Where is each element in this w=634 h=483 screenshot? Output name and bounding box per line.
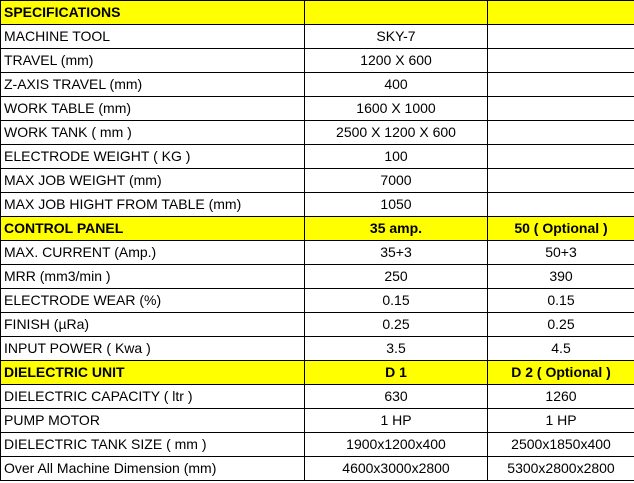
- table-row: [1, 145, 634, 169]
- spec-value-optional-cell: [488, 193, 634, 217]
- section-header-row: [1, 361, 634, 385]
- spec-label-cell: MAX JOB WEIGHT (mm): [1, 169, 305, 193]
- spec-value-optional-cell: 4.5: [488, 337, 634, 361]
- spec-label-cell: WORK TABLE (mm): [1, 97, 305, 121]
- section-title: SPECIFICATIONS: [1, 1, 305, 25]
- spec-value-optional-cell: [488, 145, 634, 169]
- section-column-heading-2: D 2 ( Optional ): [488, 361, 634, 385]
- spec-value-optional-cell: [488, 49, 634, 73]
- spec-value-cell: 1600 X 1000: [305, 97, 488, 121]
- spec-label-cell: PUMP MOTOR: [1, 409, 305, 433]
- spec-value-cell: 1 HP: [305, 409, 488, 433]
- spec-value-cell: SKY-7: [305, 25, 488, 49]
- spec-value-cell: 4600x3000x2800: [305, 457, 488, 481]
- section-column-heading-2: 50 ( Optional ): [488, 217, 634, 241]
- table-row: [1, 73, 634, 97]
- table-row: [1, 193, 634, 217]
- table-row: [1, 265, 634, 289]
- spec-value-optional-cell: 390: [488, 265, 634, 289]
- spec-label-cell: FINISH (µRa): [1, 313, 305, 337]
- spec-value-cell: 630: [305, 385, 488, 409]
- spec-value-optional-cell: [488, 169, 634, 193]
- table-row: [1, 49, 634, 73]
- table-row: [1, 97, 634, 121]
- section-column-heading-1: 35 amp.: [305, 217, 488, 241]
- spec-value-cell: 0.25: [305, 313, 488, 337]
- spec-value-cell: 35+3: [305, 241, 488, 265]
- spec-label-cell: WORK TANK ( mm ): [1, 121, 305, 145]
- table-row: [1, 241, 634, 265]
- spec-label-cell: MACHINE TOOL: [1, 25, 305, 49]
- spec-value-cell: 400: [305, 73, 488, 97]
- spec-label-cell: TRAVEL (mm): [1, 49, 305, 73]
- spec-label-cell: DIELECTRIC CAPACITY ( ltr ): [1, 385, 305, 409]
- spec-value-cell: 7000: [305, 169, 488, 193]
- section-column-heading-1: [305, 1, 488, 25]
- table-row: [1, 433, 634, 457]
- table-row: [1, 337, 634, 361]
- spec-value-optional-cell: 50+3: [488, 241, 634, 265]
- spec-value-optional-cell: [488, 25, 634, 49]
- spec-value-cell: 1900x1200x400: [305, 433, 488, 457]
- spec-value-cell: 0.15: [305, 289, 488, 313]
- spec-label-cell: MAX. CURRENT (Amp.): [1, 241, 305, 265]
- spec-value-cell: 2500 X 1200 X 600: [305, 121, 488, 145]
- table-row: [1, 289, 634, 313]
- spec-label-cell: ELECTRODE WEAR (%): [1, 289, 305, 313]
- section-column-heading-1: D 1: [305, 361, 488, 385]
- table-row: [1, 409, 634, 433]
- spec-value-optional-cell: [488, 73, 634, 97]
- spec-label-cell: DIELECTRIC TANK SIZE ( mm ): [1, 433, 305, 457]
- specifications-table-body: [1, 1, 634, 481]
- spec-label-cell: MRR (mm3/min ): [1, 265, 305, 289]
- table-row: [1, 169, 634, 193]
- spec-value-optional-cell: 1 HP: [488, 409, 634, 433]
- section-title: DIELECTRIC UNIT: [1, 361, 305, 385]
- spec-value-optional-cell: [488, 97, 634, 121]
- spec-value-cell: 250: [305, 265, 488, 289]
- spec-value-optional-cell: 0.15: [488, 289, 634, 313]
- table-row: [1, 385, 634, 409]
- spec-label-cell: Over All Machine Dimension (mm): [1, 457, 305, 481]
- spec-value-optional-cell: 5300x2800x2800: [488, 457, 634, 481]
- spec-label-cell: MAX JOB HIGHT FROM TABLE (mm): [1, 193, 305, 217]
- spec-label-cell: Z-AXIS TRAVEL (mm): [1, 73, 305, 97]
- spec-value-optional-cell: 1260: [488, 385, 634, 409]
- spec-value-optional-cell: 0.25: [488, 313, 634, 337]
- table-row: [1, 121, 634, 145]
- table-row: [1, 457, 634, 481]
- spec-label-cell: INPUT POWER ( Kwa ): [1, 337, 305, 361]
- section-header-row: [1, 217, 634, 241]
- spec-value-cell: 1050: [305, 193, 488, 217]
- section-title: CONTROL PANEL: [1, 217, 305, 241]
- spec-value-cell: 100: [305, 145, 488, 169]
- spec-value-optional-cell: [488, 121, 634, 145]
- section-column-heading-2: [488, 1, 634, 25]
- spec-value-cell: 3.5: [305, 337, 488, 361]
- spec-label-cell: ELECTRODE WEIGHT ( KG ): [1, 145, 305, 169]
- table-row: [1, 25, 634, 49]
- spec-value-optional-cell: 2500x1850x400: [488, 433, 634, 457]
- table-row: [1, 313, 634, 337]
- spec-value-cell: 1200 X 600: [305, 49, 488, 73]
- section-header-row: [1, 1, 634, 25]
